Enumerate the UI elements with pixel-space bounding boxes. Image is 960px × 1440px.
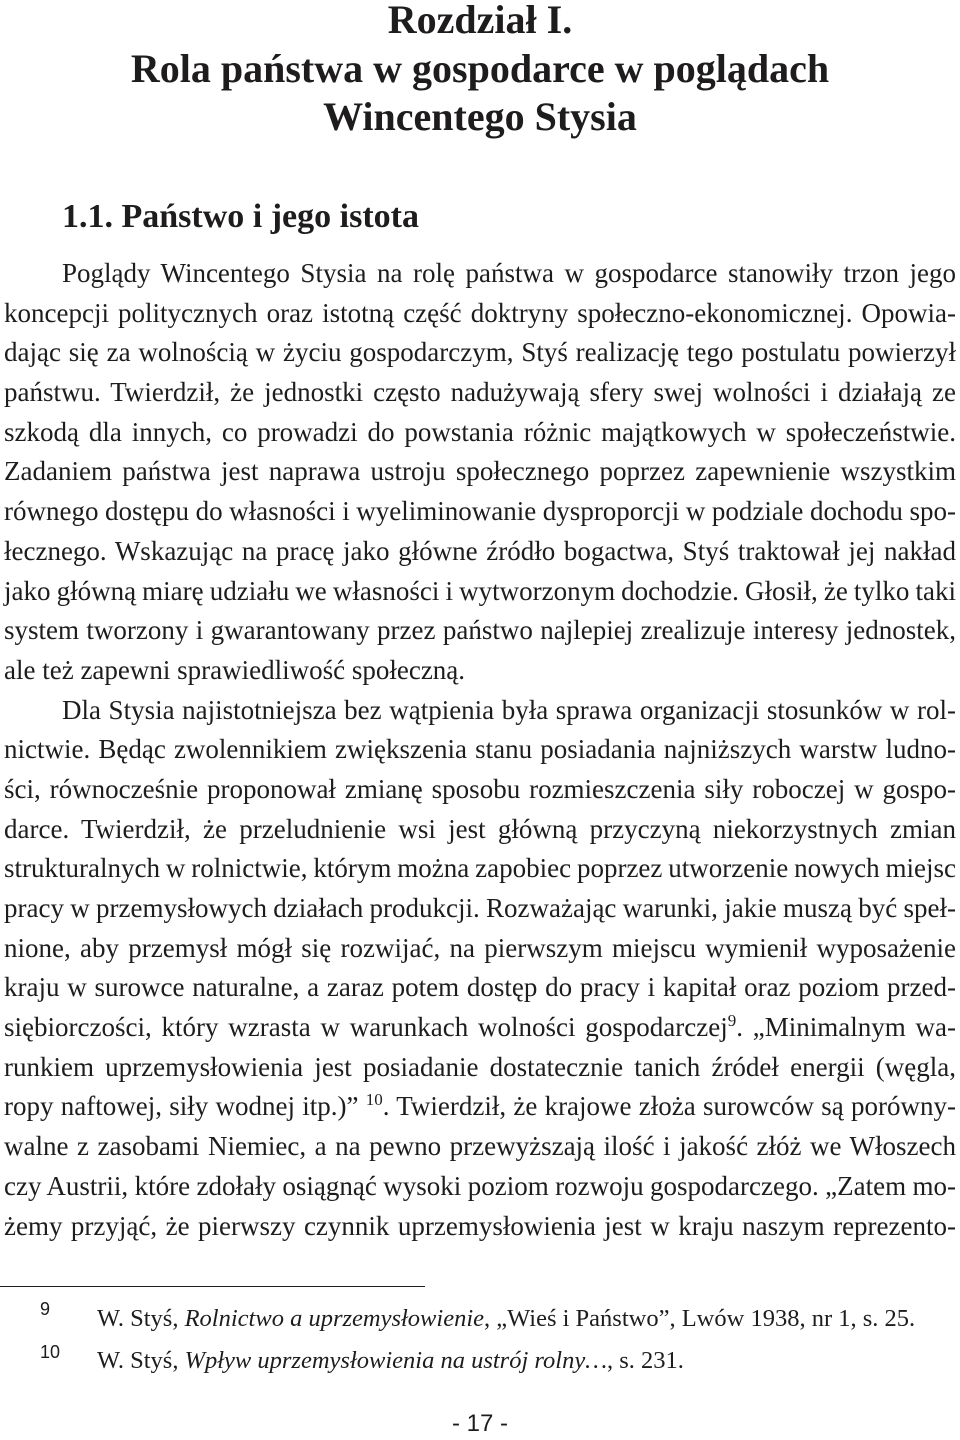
paragraph-line: nictwie. Będąc zwolennikiem zwiększenia stanu posiadania najniższych warstw ludno- <box>4 734 956 765</box>
paragraph-line: żemy przyjąć, że pierwszy czynnik uprzemysłowienia jest w kraju naszym reprezento- <box>4 1210 956 1241</box>
paragraph-line: strukturalnych w rolnictwie, którym można zapobiec poprzez utworzenie nowych miejsc <box>4 853 956 884</box>
paragraph-line: ści, równocześnie proponował zmianę sposobu rozmieszczenia siły roboczej w gospo- <box>4 773 956 804</box>
footnote-title: Rolnictwo a uprzemysłowienie <box>184 1305 485 1332</box>
line-text: siębiorczości, który wzrasta w warunkach wolności gospodarczej <box>4 1012 728 1043</box>
chapter-title-line: Rola państwa w gospodarce w poglądach <box>130 46 830 91</box>
paragraph-line: system tworzony i gwarantowany przez państwo najlepiej zrealizuje interesy jednostek, <box>4 615 956 646</box>
footnote-author: W. Styś, <box>97 1305 185 1332</box>
paragraph-line: łecznego. Wskazując na pracę jako główne źródło bogactwa, Styś traktował jej nakład <box>4 535 956 566</box>
paragraph-line: koncepcji politycznych oraz istotną część doktryny społeczno-ekonomicznej. Opowia- <box>4 297 956 328</box>
paragraph-line: nione, aby przemysł mógł się rozwijać, na pierwszym miejscu wymienił wyposażenie <box>4 932 956 963</box>
section-heading: 1.1. Państwo i jego istota <box>62 198 419 235</box>
paragraph-line: walne z zasobami Niemiec, a na pewno przewyższają ilość i jakość złóż we Włoszech <box>4 1131 956 1162</box>
paragraph-line: państwu. Twierdził, że jednostki często nadużywają sfery swej wolności i działają ze <box>4 377 956 408</box>
paragraph <box>4 691 956 1247</box>
chapter-title-line: Wincentego Stysia <box>323 94 637 139</box>
paragraph-line: dając się za wolnością w życiu gospodarczym, Styś realizację tego postulatu powierzył <box>4 337 956 368</box>
footnote-title: Wpływ uprzemysłowienia na ustrój rolny… <box>184 1347 607 1374</box>
footnote-details: , s. 231. <box>606 1347 684 1374</box>
footnote-separator <box>0 1286 425 1287</box>
paragraph-line: jako główną miarę udziału we własności i wytworzonym dochodzie. Głosił, że tylko taki <box>4 575 957 606</box>
footnote <box>97 1349 684 1374</box>
footnote-number: 10 <box>40 1342 61 1362</box>
paragraph-line: Zadaniem państwa jest naprawa ustroju społecznego poprzez zapewnienie wszystkim <box>4 456 956 487</box>
line-text: . Twierdził, że krajowe złoża surowców są porówny- <box>382 1091 956 1122</box>
paragraph-line: szkodą dla innych, co prowadzi do powstania różnic majątkowych w społeczeństwie. <box>4 416 956 447</box>
paragraph-line: Poglądy Wincentego Stysia na rolę państwa w gospodarce stanowiły trzon jego <box>62 258 956 288</box>
line-text: ropy naftowej, siły wodnej itp.)” <box>4 1091 366 1122</box>
body-text <box>4 254 956 1246</box>
footnote <box>97 1307 915 1332</box>
chapter-label: Rozdział I. <box>387 0 573 42</box>
paragraph-line: darce. Twierdził, że przeludnienie wsi jest główną przyczyną niekorzystnych zmian <box>4 813 956 844</box>
paragraph-line: czy Austrii, które zdołały osiągnąć wysoki poziom rozwoju gospodarczego. „Zatem mo- <box>4 1170 956 1201</box>
paragraph-line: równego dostępu do własności i wyeliminowanie dysproporcji w podziale dochodu spo- <box>4 496 956 527</box>
footnote-ref: 10 <box>365 1090 383 1110</box>
paragraph-line: runkiem uprzemysłowienia jest posiadanie dostatecznie tanich źródeł energii (węgla, <box>4 1051 956 1082</box>
paragraph-last-line: ale też zapewni sprawiedliwość społeczną. <box>4 654 466 685</box>
footnote-ref: 9 <box>727 1011 737 1031</box>
footnote-number: 9 <box>40 1299 51 1319</box>
paragraph-line: Dla Stysia najistotniejsza bez wątpienia była sprawa organizacji stosunków w rol- <box>62 694 956 725</box>
paragraph-line <box>4 1008 956 1048</box>
paragraph-line <box>4 1087 956 1127</box>
page-number: - 17 - <box>451 1410 508 1437</box>
paragraph-line: pracy w przemysłowych działach produkcji. Rozważając warunki, jakie muszą być speł- <box>4 893 956 923</box>
footnote-author: W. Styś, <box>97 1347 185 1374</box>
paragraph-line: kraju w surowce naturalne, a zaraz potem dostęp do pracy i kapitał oraz poziom przed- <box>4 972 956 1003</box>
paragraph <box>4 254 956 691</box>
footnote-details: , „Wieś i Państwo”, Lwów 1938, nr 1, s. 25. <box>484 1305 916 1332</box>
line-text: . „Minimalnym wa- <box>736 1012 956 1043</box>
